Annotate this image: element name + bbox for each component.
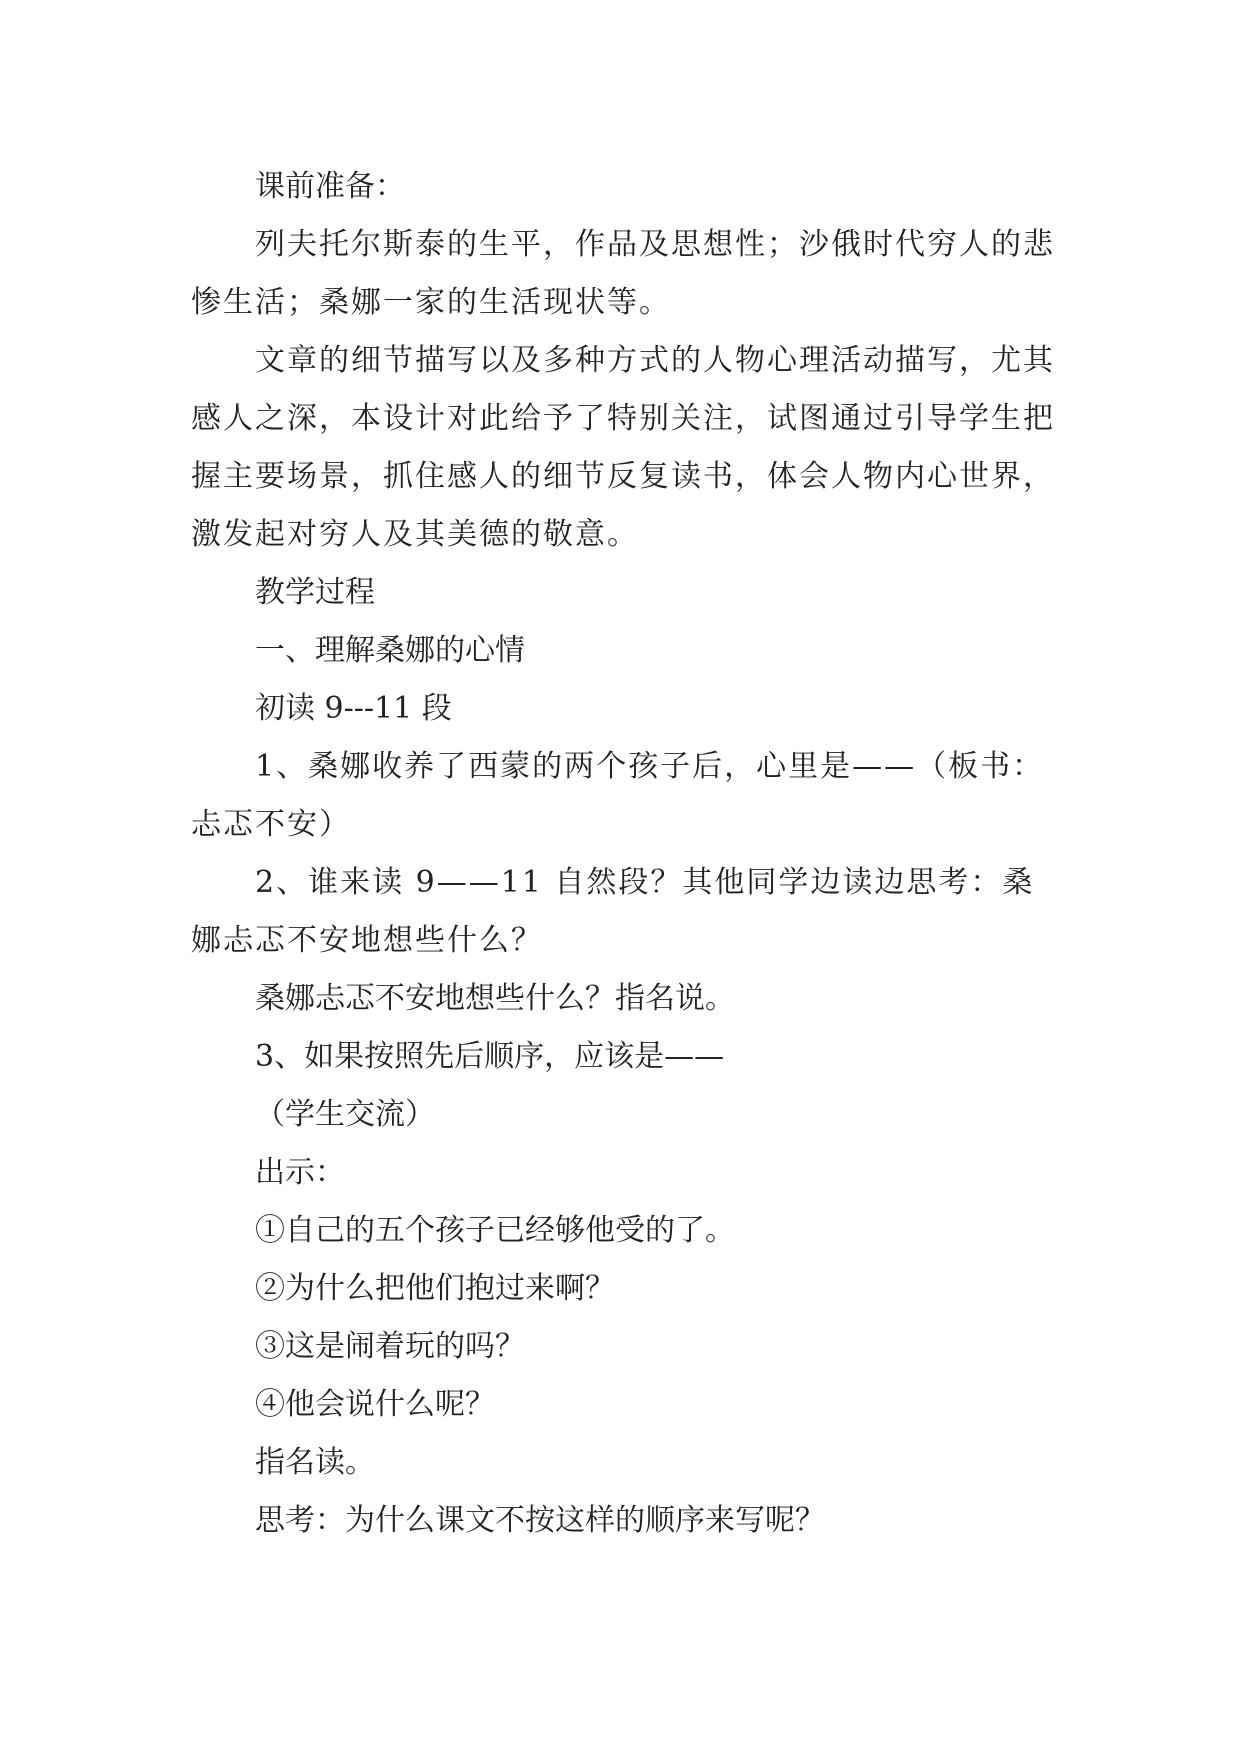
paragraph-step-2: 2、谁来读 9——11 自然段？其他同学边读边思考：桑娜忐忑不安地想些什么？ (191, 865, 1035, 958)
paragraph-process-heading: 教学过程 (255, 575, 375, 610)
list-item-1: ①自己的五个孩子已经够他受的了。 (255, 1213, 735, 1248)
paragraph-display-heading: 出示： (255, 1155, 345, 1190)
paragraph-prep-content: 列夫托尔斯泰的生平，作品及思想性；沙俄时代穷人的悲惨生活；桑娜一家的生活现状等。 (191, 227, 1055, 320)
document-body (191, 158, 1061, 1550)
paragraph-step-1: 1、桑娜收养了西蒙的两个孩子后，心里是——（板书：忐忑不安） (191, 749, 1045, 842)
list-item-4: ④他会说什么呢？ (255, 1387, 495, 1422)
paragraph-step-3: 3、如果按照先后顺序，应该是—— (255, 1039, 725, 1074)
paragraph-section-one: 一、理解桑娜的心情 (255, 633, 525, 668)
paragraph-step-2-followup: 桑娜忐忑不安地想些什么？指名说。 (255, 981, 735, 1016)
list-item-3: ③这是闹着玩的吗？ (255, 1329, 525, 1364)
list-item-2: ②为什么把他们抱过来啊？ (255, 1271, 615, 1306)
paragraph-read-aloud: 指名读。 (255, 1445, 375, 1480)
paragraph-first-reading: 初读 9---11 段 (255, 691, 452, 726)
paragraph-design-note: 文章的细节描写以及多种方式的人物心理活动描写，尤其感人之深，本设计对此给予了特别关注，试图通过引导学生把握主要场景，抓住感人的细节反复读书，体会人物内心世界，激发起对穷人及其美德的敬意。 (191, 343, 1055, 552)
paragraph-student-exchange: （学生交流） (255, 1097, 435, 1132)
paragraph-reflection: 思考：为什么课文不按这样的顺序来写呢？ (255, 1503, 825, 1538)
paragraph-prep-heading: 课前准备： (255, 169, 405, 204)
